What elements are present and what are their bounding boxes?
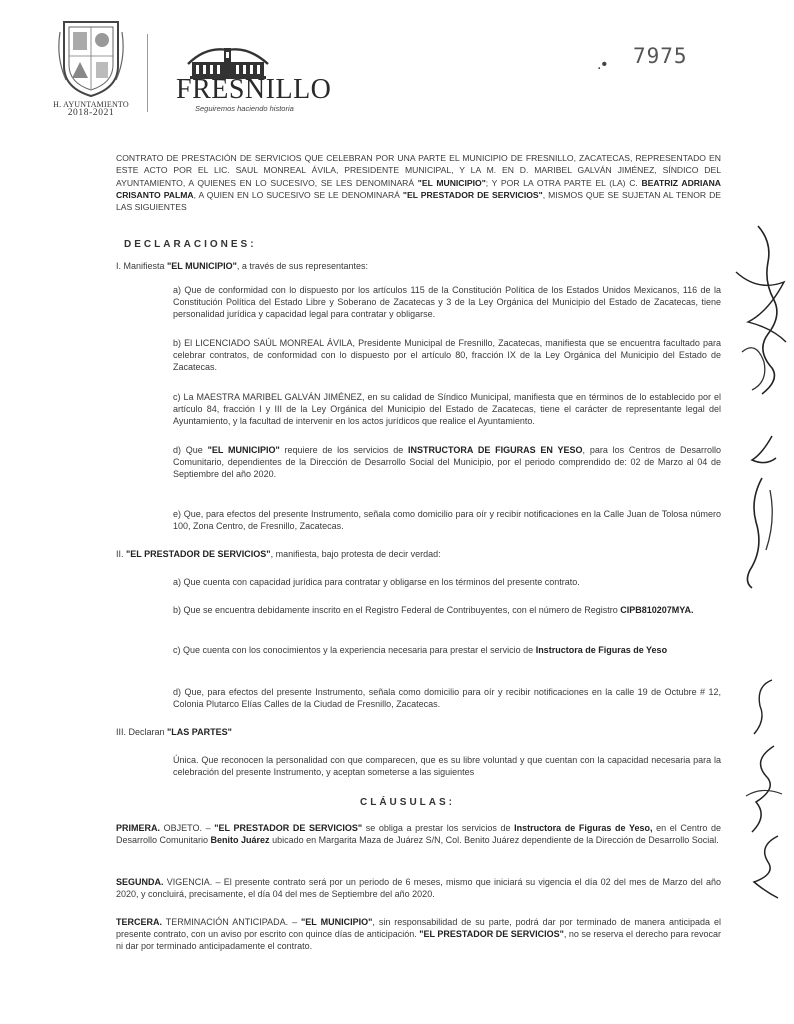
- declaration-ii-c: c) Que cuenta con los conocimientos y la experiencia necesaria para prestar el servicio de Instructora de Figuras de Yeso: [173, 645, 668, 655]
- header-divider: [147, 34, 148, 112]
- ayuntamiento-label: H. AYUNTAMIENTO 2018-2021: [48, 100, 134, 118]
- declaration-ii-title: II. "EL PRESTADOR DE SERVICIOS", manifiesta, bajo protesta de decir verdad:: [116, 549, 441, 559]
- clause-segunda: SEGUNDA. VIGENCIA. – El presente contrato será por un periodo de 6 meses, mismo que iniciará su vigencia el día 02 del mes de Marzo del año 2020, y concluirá, precisamente, el día 04 del mes de Septiembre del año 2020.: [116, 877, 721, 899]
- document-mark: .•: [597, 56, 608, 73]
- declaration-i-d: d) Que "EL MUNICIPIO" requiere de los servicios de INSTRUCTORA DE FIGURAS EN YESO, para los Centros de Desarrollo Comunitario, dependientes de la Dirección de Desarrollo Social del Municipio, por el periodo comprendido de: 02 de Marzo al 04 de Septiembre del año 2020.: [173, 445, 722, 479]
- document-number: 7975: [633, 44, 688, 68]
- clause-tercera: TERCERA. TERMINACIÓN ANTICIPADA. – "EL MUNICIPIO", sin responsabilidad de su parte, podrá dar por terminado de manera anticipada el presente contrato, con un aviso por escrito con quince días de anticipación. "EL PRESTADOR DE SERVICIOS", no se reserva el derecho para revocar ni dar por terminado anticipadamente el contrato.: [116, 917, 722, 951]
- declaration-ii-a: a) Que cuenta con capacidad jurídica para contratar y obligarse en los términos del presente contrato.: [173, 577, 580, 587]
- signature-2: [732, 430, 784, 590]
- declaration-iii-unica: Única. Que reconocen la personalidad con que comparecen, que es su libre voluntad y que cuentan con la capacidad necesaria para la celebración del presente Instrumento, y aceptan someterse a las siguientes: [173, 755, 721, 777]
- declaration-i-e: e) Que, para efectos del presente Instrumento, señala como domicilio para oír y recibir notificaciones en la Calle Juan de Tolosa número 100, Zona Centro, de Fresnillo, Zacatecas.: [173, 509, 721, 531]
- fresnillo-logo-text: FRESNILLO: [176, 74, 332, 105]
- declaration-i-b: b) El LICENCIADO SAÚL MONREAL ÁVILA, Presidente Municipal de Fresnillo, Zacatecas, manifiesta que se encuentra facultado para celebrar contratos, de conformidad con lo dispuesto por el artículo 80, fracción IX de la Ley Orgánica del Municipio del Estado de Zacatecas.: [173, 338, 721, 372]
- clausulas-heading: CLÁUSULAS:: [360, 797, 455, 808]
- clause-primera: PRIMERA. OBJETO. – "EL PRESTADOR DE SERVICIOS" se obliga a prestar los servicios de Instructora de Figuras de Yeso, en el Centro de Desarrollo Comunitario Benito Juárez ubicado en Margarita Maza de Juárez S/N, Col. Benito Juárez dependiente de la Dirección de Desarrollo Social.: [116, 823, 722, 845]
- ayuntamiento-years: 2018-2021: [67, 108, 115, 118]
- signature-3: [738, 676, 790, 902]
- declaraciones-heading: DECLARACIONES:: [124, 239, 257, 250]
- fresnillo-slogan: Seguiremos haciendo historia: [195, 104, 294, 113]
- declaration-iii-title: III. Declaran "LAS PARTES": [116, 727, 232, 737]
- signature-1: [728, 222, 790, 400]
- declaration-i-c: c) La MAESTRA MARIBEL GALVÁN JIMÉNEZ, en su calidad de Síndico Municipal, manifiesta que en términos de lo establecido por el artículo 84, fracción I y III de la Ley Orgánica del Municipio del Estado de Zacatecas, tiene el carácter de representante legal del Ayuntamiento, y la facultad de intervenir en los actos jurídicos que realice el Ayuntamiento.: [173, 392, 721, 426]
- municipal-seal-icon: [58, 18, 124, 98]
- contract-intro: CONTRATO DE PRESTACIÓN DE SERVICIOS QUE CELEBRAN POR UNA PARTE EL MUNICIPIO DE FRESNILLO, ZACATECAS, REPRESENTADO EN ESTE ACTO POR EL LIC. SAUL MONREAL ÁVILA, PRESIDENTE MUNICIPAL, Y LA M. EN D. MARIBEL GALVÁN JIMÉNEZ, SÍNDICO DEL AYUNTAMIENTO, A QUIENES EN LO SUCESIVO, SE LES DENOMINARÁ "EL MUNICIPIO"; Y POR LA OTRA PARTE EL (LA) C. BEATRIZ ADRIANA CRISANTO PALMA, A QUIEN EN LO SUCESIVO SE LE DENOMINARÁ "EL PRESTADOR DE SERVICIOS", MISMOS QUE SE SUJETAN AL TENOR DE LAS SIGUIENTES: [116, 153, 722, 213]
- declaration-ii-b: b) Que se encuentra debidamente inscrito en el Registro Federal de Contribuyentes, con el número de Registro CIPB810207MYA.: [173, 605, 694, 615]
- declaration-i-a: a) Que de conformidad con lo dispuesto por los artículos 115 de la Constitución Política de los Estados Unidos Mexicanos, 116 de la Constitución Política del Estado Libre y Soberano de Zacatecas y 3 de la Ley Orgánica del Municipio del Estado de Zacatecas, tiene personalidad jurídica y capacidad legal para contratar y obligarse.: [173, 285, 721, 319]
- declaration-ii-d: d) Que, para efectos del presente Instrumento, señala como domicilio para oír y recibir notificaciones en la calle 19 de Octubre # 12, Colonia Plutarco Elías Calles de la Ciudad de Fresnillo, Zacatecas.: [173, 687, 721, 709]
- declaration-i-title: I. Manifiesta "EL MUNICIPIO", a través de sus representantes:: [116, 261, 368, 271]
